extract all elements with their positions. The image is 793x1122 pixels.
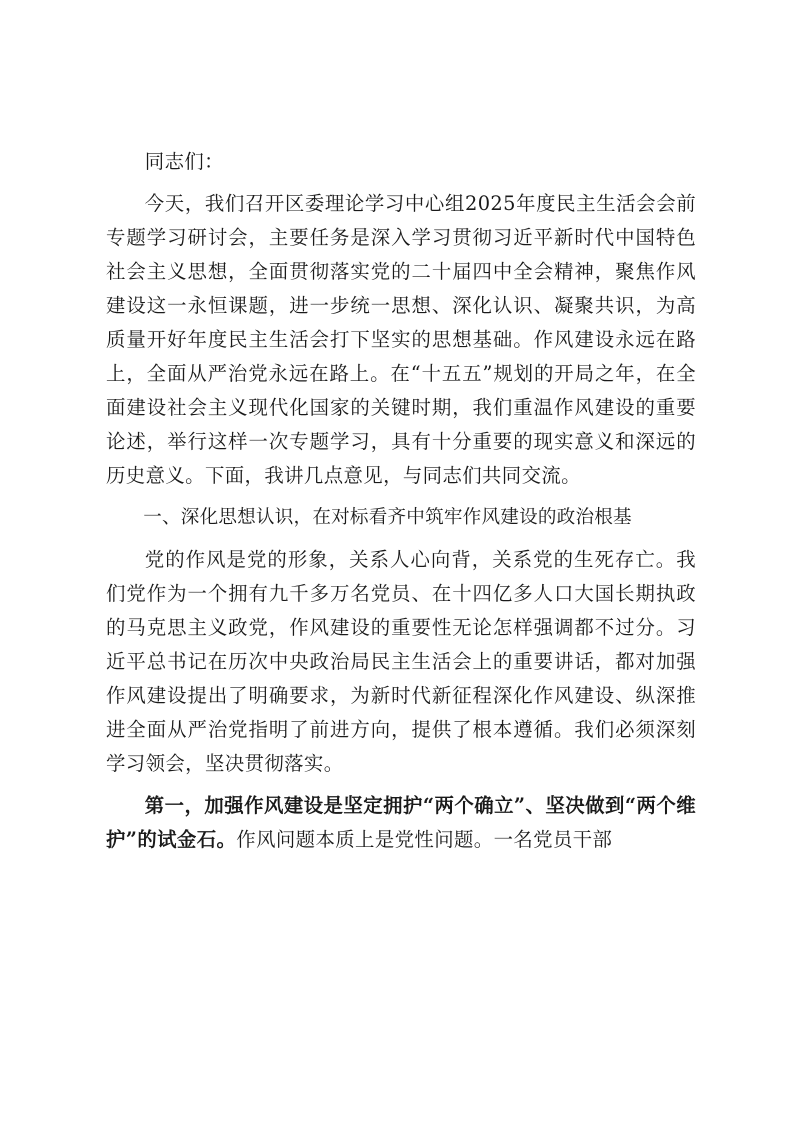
section-paragraph: 党的作风是党的形象，关系人心向背，关系党的生死存亡。我们党作为一个拥有九千多万名党员、在十四亿多人口大国长期执政的马克思主义政党，作风建设的重要性无论怎样强调都不过分。习近平总书记在历次中央政治局民主生活会上的重要讲话，都对加强作风建设提出了明确要求，为新时代新征程深化作风建设、纵深推进全面从严治党指明了前进方向，提供了根本遵循。我们必须深刻学习领会，坚决贯彻落实。 [106, 548, 696, 775]
point-paragraph [106, 789, 696, 857]
document-body [106, 145, 696, 857]
point-lead: 第一，加强作风建设是坚定拥护“两个确立”、坚决做到“两个维护”的试金石。 [106, 794, 696, 851]
section-heading: 一、深化思想认识，在对标看齐中筑牢作风建设的政治根基 [143, 507, 632, 528]
point-text: 作风问题本质上是党性问题。一名党员干部 [236, 828, 613, 851]
salutation: 同志们： [144, 150, 224, 173]
intro-paragraph: 今天，我们召开区委理论学习中心组2025年度民主生活会会前专题学习研讨会，主要任务是深入学习贯彻习近平新时代中国特色社会主义思想，全面贯彻落实党的二十届四中全会精神，聚焦作风建设这一永恒课题，进一步统一思想、深化认识、凝聚共识，为高质量开好年度民主生活会打下坚实的思想基础。作风建设永远在路上，全面从严治党永远在路上。在“十五五”规划的开局之年，在全面建设社会主义现代化国家的关键时期，我们重温作风建设的重要论述，举行这样一次专题学习，具有十分重要的现实意义和深远的历史意义。下面，我讲几点意见，与同志们共同交流。 [106, 192, 696, 487]
